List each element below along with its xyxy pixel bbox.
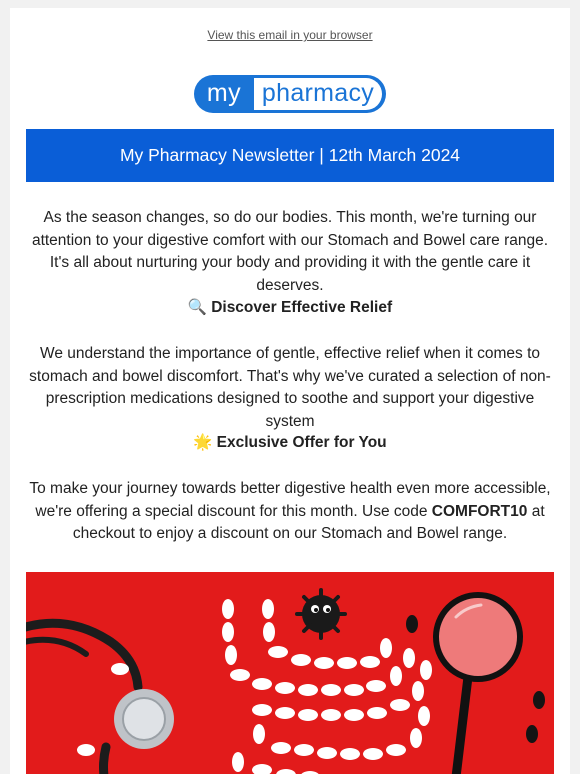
- black-capsule-icon-2: [533, 691, 545, 709]
- newsletter-banner: My Pharmacy Newsletter | 12th March 2024: [26, 129, 554, 182]
- logo-text-pharmacy: pharmacy: [254, 78, 382, 110]
- section-heading-offer: [26, 432, 554, 454]
- offer-text-before: To make your journey towards better digestive health even more accessible, we're offering a special discount for this month. Use code: [29, 480, 551, 520]
- stethoscope-tube-icon-3: [104, 747, 107, 774]
- email-container: [10, 8, 570, 774]
- magnifying-glass-icon: [436, 595, 520, 679]
- stethoscope-earpiece-icon-2: [77, 744, 95, 756]
- offer-text-after: at checkout to enjoy a discount on our Stomach and Bowel range.: [72, 502, 545, 542]
- stethoscope-earpiece-icon: [111, 663, 129, 675]
- section-heading-relief-text: Discover Effective Relief: [211, 299, 393, 316]
- discount-code: COMFORT10: [431, 502, 528, 520]
- stethoscope-diaphragm-icon: [123, 698, 165, 740]
- logo-text-my: my: [206, 79, 242, 107]
- section-heading-offer-text: Exclusive Offer for You: [216, 434, 387, 451]
- relief-paragraph: We understand the importance of gentle, effective relief when it comes to stomach and bowel discomfort. That's why we've curated a selection of non-prescription medications designed to soothe and support your digestive system: [29, 345, 551, 430]
- black-capsule-icon-3: [526, 725, 538, 743]
- germ-pupil-icon: [314, 608, 318, 612]
- my-pharmacy-logo[interactable]: [194, 75, 386, 113]
- black-capsule-icon: [406, 615, 418, 633]
- intro-paragraph: As the season changes, so do our bodies. This month, we're turning our attention to your digestive comfort with our Stomach and Bowel care range. It's all about nurturing your body and providing it with the gentle care it deserves.: [31, 209, 549, 294]
- germ-pupil-icon-2: [326, 608, 330, 612]
- hero-image[interactable]: [26, 572, 554, 774]
- section-heading-relief: [26, 297, 554, 319]
- magnifying-glass-icon: 🔍: [187, 299, 208, 316]
- star-sparkle-icon: 🌟: [193, 434, 213, 451]
- offer-paragraph: [26, 478, 554, 546]
- hero-illustration: [26, 572, 554, 774]
- view-in-browser-link[interactable]: View this email in your browser: [207, 28, 373, 42]
